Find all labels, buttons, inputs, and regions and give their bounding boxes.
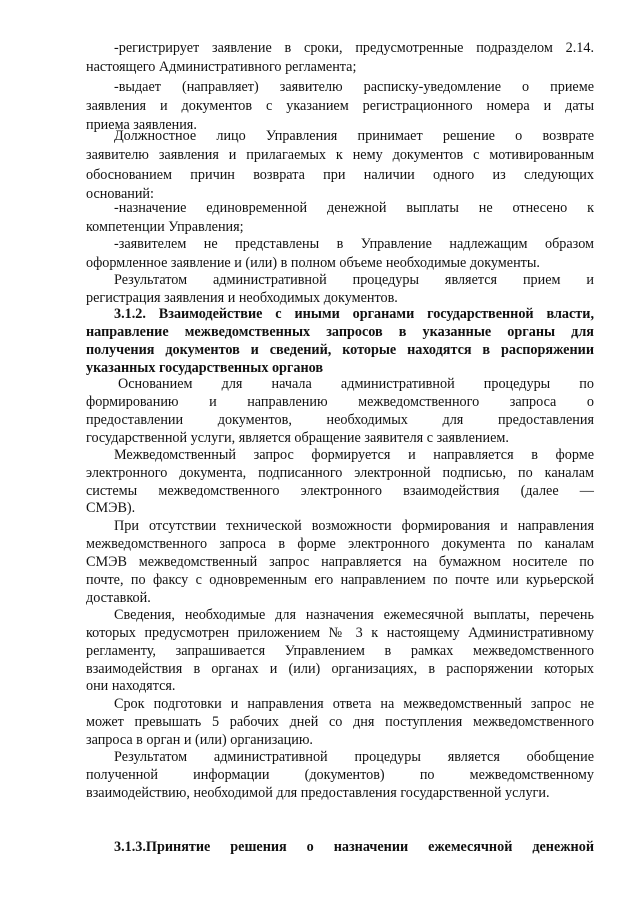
text-line: Должностное лицо Управления принимает решение о возврате	[114, 128, 594, 144]
text-line: настоящего Административного регламента;	[86, 59, 357, 75]
section-heading-line: направление межведомственных запросов в указанные органы для	[86, 324, 594, 340]
text-line: предоставлении документов, необходимых для предоставления	[86, 412, 594, 428]
text-line: Результатом административной процедуры является прием и	[114, 272, 594, 288]
text-line: полученной информации (документов) по межведомственному	[86, 767, 594, 783]
text-line: оформленное заявление и (или) в полном объеме необходимые документы.	[86, 255, 540, 271]
section-heading-line: получения документов и сведений, которые находятся в распоряжении	[86, 342, 594, 358]
text-line: Сведения, необходимые для назначения ежемесячной выплаты, перечень	[114, 607, 594, 623]
text-line: Результатом административной процедуры является обобщение	[114, 749, 594, 765]
text-line: Срок подготовки и направления ответа на межведомственный запрос не	[114, 696, 594, 712]
section-heading-line: 3.1.3.Принятие решения о назначении ежемесячной денежной	[114, 839, 594, 855]
text-line: формированию и направлению межведомственного запроса о	[86, 394, 594, 410]
text-line: -заявителем не представлены в Управление надлежащим образом	[114, 236, 594, 252]
text-line: СМЭВ).	[86, 500, 136, 516]
text-line: доставкой.	[86, 590, 151, 606]
text-line: оснований:	[86, 186, 154, 202]
text-line: запроса в орган и (или) организацию.	[86, 732, 313, 748]
text-line: заявления и документов с указанием регистрационного номера и даты	[86, 98, 594, 114]
text-line: может превышать 5 рабочих дней со дня поступления межведомственного	[86, 714, 594, 730]
text-line: межведомственного запроса в форме электронного документа по каналам	[86, 536, 594, 552]
text-line: взаимодействия в органах и (или) организациях, в распоряжении которых	[86, 661, 594, 677]
text-line: регистрация заявления и необходимых документов.	[86, 290, 398, 306]
text-line: электронного документа, подписанного электронной подписью, по каналам	[86, 465, 594, 481]
text-line: Межведомственный запрос формируется и направляется в форме	[114, 447, 594, 463]
text-line: Основанием для начала административной процедуры по	[118, 376, 594, 392]
text-line: -назначение единовременной денежной выплаты не отнесено к	[114, 200, 594, 216]
text-line: При отсутствии технической возможности формирования и направления	[114, 518, 594, 534]
text-line: государственной услуги, является обращение заявителя с заявлением.	[86, 430, 509, 446]
text-line: регламенту, запрашивается Управлением в рамках межведомственного	[86, 643, 594, 659]
section-heading-line: 3.1.2. Взаимодействие с иными органами государственной власти,	[114, 306, 594, 322]
text-line: которых предусмотрен приложением № 3 к настоящему Административному	[86, 625, 594, 641]
text-line: СМЭВ межведомственный запрос направляется на бумажном носителе по	[86, 554, 594, 570]
text-line: почте, по факсу с одновременным его направлением по почте или курьерской	[86, 572, 594, 588]
text-line: заявителю заявления и прилагаемых к нему документов с мотивированным	[86, 147, 594, 163]
text-line: компетенции Управления;	[86, 219, 244, 235]
text-line: -выдает (направляет) заявителю расписку-уведомление о приеме	[114, 79, 594, 95]
text-line: системы межведомственного электронного взаимодействия (далее —	[86, 483, 594, 499]
section-heading-line: указанных государственных органов	[86, 360, 324, 376]
text-line: -регистрирует заявление в сроки, предусмотренные подразделом 2.14.	[114, 40, 594, 56]
text-line: они находятся.	[86, 678, 176, 694]
text-line: приема заявления.	[86, 117, 197, 133]
text-line: взаимодействию, необходимой для предоставления государственной услуги.	[86, 785, 550, 801]
text-line: обоснованием причин возврата при наличии одного из следующих	[86, 167, 594, 183]
